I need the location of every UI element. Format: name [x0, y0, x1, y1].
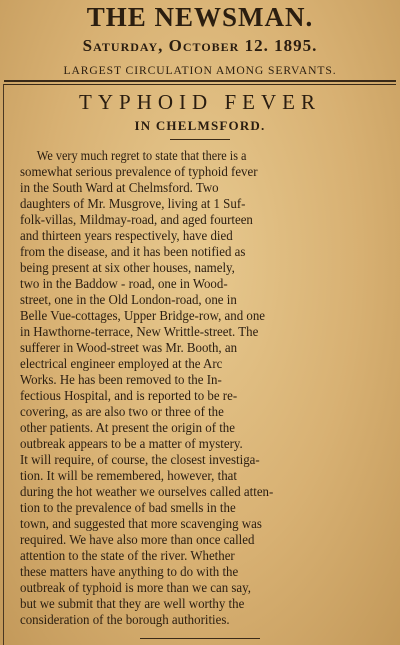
article-line: covering, as are also two or three of the: [20, 404, 224, 419]
headline-divider: [170, 139, 230, 140]
tagline: LARGEST CIRCULATION AMONG SERVANTS.: [63, 64, 337, 77]
masthead-title: THE NEWSMAN.: [86, 2, 314, 32]
article-line: attention to the state of the river. Whether: [20, 548, 235, 563]
article-line: folk-villas, Mildmay-road, and aged fourteen: [20, 212, 253, 227]
article-line: It will require, of course, the closest investiga-: [20, 452, 260, 467]
dateline-day: Saturday,: [82, 36, 164, 55]
article-line: during the hot weather we ourselves called atten-: [20, 484, 274, 499]
article-line: fectious Hospital, and is reported to be re-: [20, 388, 238, 403]
column-rule: [3, 84, 4, 645]
article-line: street, one in the Old London-road, one in: [20, 292, 237, 307]
article-line: from the disease, and it has been notified as: [20, 244, 246, 259]
masthead-rule: [4, 80, 396, 82]
article-line: other patients. At present the origin of the: [20, 420, 235, 435]
article-body: [20, 148, 390, 628]
article-line: tion. It will be remembered, however, that: [20, 468, 237, 483]
article-line: consideration of the borough authorities.: [20, 612, 230, 627]
masthead-rule-thin: [4, 84, 396, 85]
article-line: but we submit that they are well worthy the: [20, 596, 245, 611]
article-line: town, and suggested that more scavenging was: [20, 516, 262, 531]
article-line: We very much regret to state that there is a: [36, 148, 247, 163]
article-line: and thirteen years respectively, have died: [20, 228, 233, 243]
article-line: Belle Vue-cottages, Upper Bridge-row, and one: [20, 308, 266, 323]
article-headline: TYPHOID FEVER: [79, 90, 321, 114]
article-line: outbreak of typhoid is more than we can say,: [20, 580, 251, 595]
article-end-rule: [140, 638, 260, 639]
article-line: these matters have anything to do with the: [20, 564, 239, 579]
article-line: in Hawthorne-terrace, New Writtle-street. The: [20, 324, 259, 339]
article-line: daughters of Mr. Musgrove, living at 1 Suf-: [20, 196, 246, 211]
article-line: sufferer in Wood-street was Mr. Booth, an: [20, 340, 238, 355]
dateline-date: October 12. 1895.: [168, 36, 318, 55]
article-line: Works. He has been removed to the In-: [20, 372, 222, 387]
article-line: outbreak appears to be a matter of mystery.: [20, 436, 243, 451]
article-line: in the South Ward at Chelmsford. Two: [20, 180, 219, 195]
dateline: [0, 36, 400, 56]
article-subhead: IN CHELMSFORD.: [134, 118, 266, 133]
article-line: two in the Baddow - road, one in Wood-: [20, 276, 228, 291]
article-line: somewhat serious prevalence of typhoid fever: [20, 164, 258, 179]
article-line: tion to the prevalence of bad smells in the: [20, 500, 236, 515]
article-line: required. We have also more than once called: [20, 532, 255, 547]
article-line: electrical engineer employed at the Arc: [20, 356, 223, 371]
article-line: being present at six other houses, namely,: [20, 260, 235, 275]
